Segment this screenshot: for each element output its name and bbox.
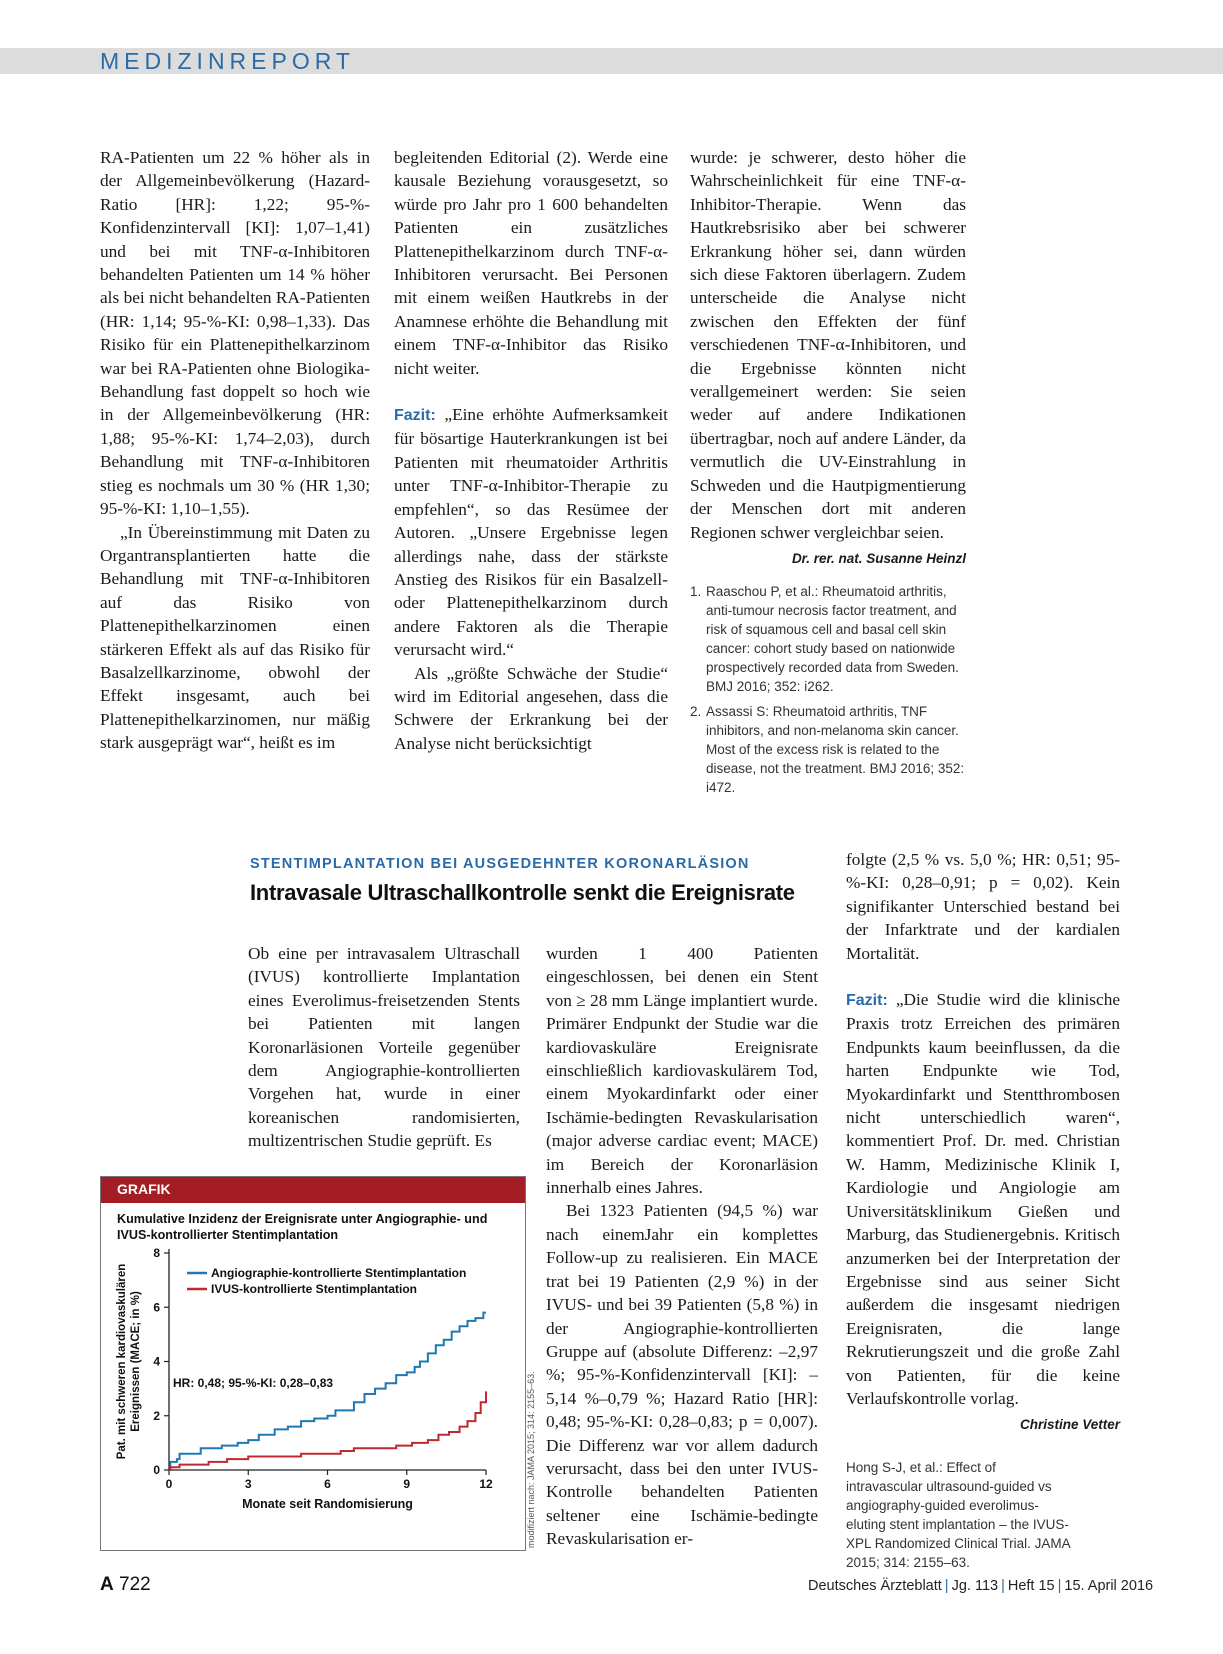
- footer-citation: [808, 1578, 1153, 1594]
- y-tick-label: 8: [153, 1246, 160, 1260]
- y-axis-label: Ereignissen (MACE; in %): [130, 1291, 142, 1432]
- y-tick-label: 6: [153, 1300, 160, 1315]
- top-article-column-2: [394, 146, 668, 755]
- paragraph: wurde: je schwerer, desto höher die Wahrscheinlichkeit für eine TNF-α-Inhibitor-Therapie. Wenn das Hautkrebsrisiko aber bei schwerer Erkrankung höher sei, dann würden sich diese Faktoren überlagern. Zudem unterscheide die Analyse nicht zwischen den Effekten der fünf verschiedenen TNF-α-Inhibitoren, und die Ergebnisse könnten nicht verallgemeinert werden: Sie seien weder auf andere Indikationen übertragbar, noch auf andere Länder, da vermutlich die UV-Einstrahlung in Schweden und die Hautpigmentierung der Menschen dort mit anderen Regionen schwer vergleichbar seien.: [690, 148, 966, 542]
- reference-text: Raaschou P, et al.: Rheumatoid arthritis, anti-tumour necrosis factor treatment, and risk of squamous cell and basal cell skin cancer: cohort study based on nationwide prospectively recorded data from Sweden. BMJ 2016; 352: i262.: [706, 584, 959, 694]
- article-kicker: STENTIMPLANTATION BEI AUSGEDEHNTER KORONARLÄSION: [250, 856, 750, 872]
- article2-column-2: [546, 942, 818, 1551]
- fazit-paragraph: [394, 403, 668, 661]
- reference-list: [690, 582, 966, 803]
- paragraph: Ob eine per intravasalem Ultraschall (IVUS) kontrollierte Implantation eines Everolimus-freisetzenden Stents bei Patienten mit langen Koronarläsionen Vorteile gegenüber dem Angiographie-kontrollierten Vorgehen hat, wurde in einer koreanischen randomisierten, multizentrischen Studie geprüft. Es: [248, 944, 520, 1151]
- x-axis-label: Monate seit Randomisierung: [242, 1497, 413, 1511]
- paragraph: „In Übereinstimmung mit Daten zu Organtransplantierten hatte die Behandlung mit TNF-α-Inhibitoren auf das Risiko von Plattenepithelkarzinomen einen stärkeren Effekt als auf das Risiko für Basalzellkarzinome, obwohl der Effekt insgesamt, auch bei Plattenepithelkarzinomen, nur mäßig stark ausgeprägt war“, heißt es im: [100, 522, 370, 753]
- top-article-column-1: [100, 146, 370, 755]
- x-tick-label: 9: [403, 1477, 411, 1491]
- y-tick-label: 0: [153, 1463, 160, 1477]
- paragraph: folgte (2,5 % vs. 5,0 %; HR: 0,51; 95-%-KI: 0,28–0,91; p = 0,02). Kein signifikanter Unterschied bestand bei der Infarktrate und der kardialen Mortalität.: [846, 850, 1120, 963]
- article2-column-1: [248, 942, 520, 1153]
- page-number-value: 722: [119, 1574, 151, 1595]
- y-tick-label: 4: [153, 1354, 160, 1369]
- series-line-angiographie: [169, 1313, 486, 1470]
- y-tick-label: 2: [153, 1408, 160, 1423]
- x-tick-label: 3: [244, 1477, 252, 1491]
- journal-name: Deutsches Ärzteblatt: [808, 1578, 942, 1594]
- article-title: Intravasale Ultraschallkontrolle senkt die Ereignisrate: [250, 880, 795, 905]
- reference-text: Assassi S: Rheumatoid arthritis, TNF inhibitors, and non-melanoma skin cancer. Most of the excess risk is related to the disease, not the treatment. BMJ 2016; 352: i472.: [706, 704, 965, 795]
- y-axis-label: Pat. mit schweren kardiovaskulären: [116, 1263, 128, 1460]
- x-tick-label: 6: [324, 1477, 331, 1491]
- journal-volume: Jg. 113: [951, 1578, 999, 1594]
- top-article-column-3: [690, 146, 966, 570]
- paragraph: begleitenden Editorial (2). Werde eine kausale Beziehung vorausgesetzt, so würde pro Jahr pro 1 600 behandelten Patienten ein zusätzliches Plattenepithelkarzinom durch TNF-α-Inhibitoren verursacht. Bei Personen mit einem weißen Hautkrebs in der Anamnese erhöhte die Behandlung mit einem TNF-α-Inhibitor das Risiko nicht weiter.: [394, 148, 668, 378]
- separator: |: [1057, 1578, 1062, 1594]
- reference-number: 2.: [690, 704, 702, 719]
- reference-number: 1.: [690, 584, 702, 599]
- graphic-credit-text: modifiziert nach: JAMA 2015; 314: 2155–63.: [526, 1371, 536, 1548]
- separator: |: [1001, 1578, 1005, 1594]
- legend-label: Angiographie-kontrollierte Stentimplantation: [211, 1266, 467, 1280]
- x-tick-label: 0: [165, 1477, 173, 1491]
- author-byline: Christine Vetter: [1019, 1417, 1120, 1433]
- author-byline: Dr. rer. nat. Susanne Heinzl: [791, 550, 966, 566]
- fazit-label: Fazit:: [846, 992, 888, 1010]
- fazit-paragraph: [846, 988, 1120, 1410]
- reference-item: [690, 582, 966, 696]
- paragraph: RA-Patienten um 22 % höher als in der Allgemeinbevölkerung (Hazard-Ratio [HR]: 1,22; 95-%-Konfidenzintervall [KI]: 1,07–1,41) und bei mit TNF-α-Inhibitoren behandelten Patienten um 14 % höher als bei nicht behandelten RA-Patienten (HR: 1,14; 95-%-KI: 0,98–1,33). Das Risiko für ein Plattenepithelkarzinom war bei RA-Patienten ohne Biologika-Behandlung fast doppelt so hoch wie in der Allgemeinbevölkerung (HR: 1,88; 95-%-KI: 1,74–2,03), durch Behandlung mit TNF-α-Inhibitoren stieg es nochmals um 30 % (HR 1,30; 95-%-KI: 1,10–1,55).: [100, 148, 370, 519]
- reference-item: [690, 702, 966, 797]
- fazit-text: „Die Studie wird die klinische Praxis trotz Erreichen des primären Endpunkts kaum beeinflussen, da die harten Endpunkte wie Tod, Myokardinfarkt und Stentthrombosen nicht unterschiedlich waren“, kommentiert Prof. Dr. med. Christian W. Hamm, Medizinische Klinik I, Kardiologie und Angiologie am Universitätsklinikum Gießen und Marburg, das Studienergebnis. Kritisch anzumerken bei der Interpretation der Ergebnisse sind aus seiner Sicht außerdem die insgesamt niedrigen Ereignisraten, die lange Rekrutierungszeit und die große Zahl von Patienten, für die keine Verlaufskontrolle vorlag.: [846, 990, 1121, 1408]
- fazit-text: „Eine erhöhte Aufmerksamkeit für bösartige Hauterkrankungen ist bei Patienten mit rheumatoider Arthritis unter TNF-α-Inhibitor-Therapie zu empfehlen“, so das Resümee der Autoren. „Unsere Ergebnisse legen allerdings nahe, dass der stärkste Anstieg des Risikos für ein Basalzell- oder Plattenepithelkarzinom durch andere Faktoren als die Therapie verursacht wird.“: [394, 405, 668, 660]
- paragraph: Als „größte Schwäche der Studie“ wird im Editorial angesehen, dass die Schwere der Erkrankung bei der Analyse nicht berücksichtigt: [394, 663, 668, 753]
- section-label: MEDIZINREPORT: [100, 48, 355, 74]
- separator: |: [944, 1578, 949, 1594]
- graphic-box: [100, 1176, 526, 1551]
- series-line-ivus: [169, 1391, 486, 1470]
- x-tick-label: 12: [479, 1477, 493, 1491]
- page-prefix: A: [100, 1574, 114, 1595]
- page-number: [100, 1574, 151, 1596]
- chart-title: Kumulative Inzidenz der Ereignisrate unter Angiographie- und IVUS-kontrollierter Stentimplantation: [117, 1212, 488, 1242]
- graphic-label: GRAFIK: [117, 1181, 171, 1197]
- article2-column-3: [846, 848, 1120, 1437]
- legend-label: IVUS-kontrollierte Stentimplantation: [211, 1282, 418, 1296]
- reference-text: Hong S-J, et al.: Effect of intravascular ultrasound-guided vs angiography-guided everolimus-eluting stent implantation – the IVUS-XPL Randomized Clinical Trial. JAMA 2015; 314: 2155–63.: [846, 1460, 1070, 1570]
- chart-annotation: HR: 0,48; 95-%-KI: 0,28–0,83: [173, 1376, 334, 1390]
- chart: [101, 1177, 525, 1550]
- journal-date: 15. April 2016: [1064, 1578, 1154, 1594]
- fazit-label: Fazit:: [394, 407, 436, 425]
- graphic-credit: [524, 1371, 538, 1548]
- journal-issue: Heft 15: [1007, 1578, 1055, 1594]
- paragraph: Bei 1323 Patienten (94,5 %) war nach einemJahr ein komplettes Follow-up zu realisieren. Ein MACE trat bei 19 Patienten (2,9 %) in der IVUS- und bei 39 Patienten (5,8 %) in der Angiographie-kontrollierten Gruppe auf (absolute Differenz: –2,97 %; 95-%-Konfidenzintervall [KI]: –5,14 %–0,79 %; Hazard Ratio [HR]: 0,48; 95-%-KI: 0,28–0,83; p = 0,007). Die Differenz war vor allem dadurch verursacht, dass bei den unter IVUS-Kontrolle behandelten Patienten seltener eine Ischämie-bedingte Revaskularisation er-: [546, 1201, 818, 1549]
- paragraph: wurden 1 400 Patienten eingeschlossen, bei denen ein Stent von ≥ 28 mm Länge implantiert wurde. Primärer Endpunkt der Studie war die kardiovaskuläre Ereignisrate einschließlich kardiovaskulärem Tod, einem Myokardinfarkt oder einer Ischämie-bedingten Revaskularisation (major adverse cardiac event; MACE) im Bereich der Koronarläsion innerhalb eines Jahres.: [546, 944, 819, 1198]
